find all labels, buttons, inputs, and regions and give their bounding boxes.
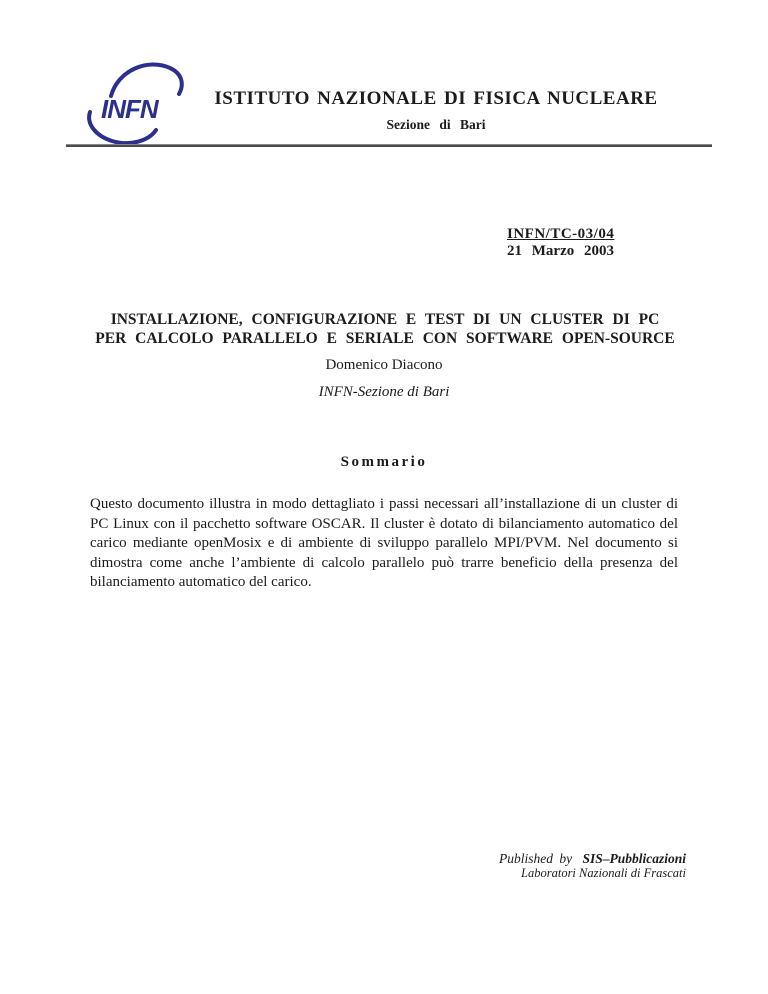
abstract-heading: Sommario [340, 454, 428, 470]
document-title-line1: INSTALLAZIONE, CONFIGURAZIONE E TEST DI UN CLUSTER DI PC [110, 311, 660, 328]
publisher-location: Laboratori Nazionali di Frascati [521, 866, 686, 880]
publisher-block [499, 851, 686, 880]
document-title [88, 310, 682, 348]
author-affiliation: INFN-Sezione di Bari [318, 384, 450, 400]
logo-text: INFN [101, 94, 158, 124]
published-by-label: Published by [498, 851, 573, 866]
report-code: INFN/TC-03/04 [507, 226, 615, 242]
publisher-line [499, 851, 686, 866]
author-name: Domenico Diacono [325, 357, 443, 373]
institute-name: ISTITUTO NAZIONALE DI FISICA NUCLEARE [214, 88, 658, 109]
document-title-line2: PER CALCOLO PARALLELO E SERIALE CON SOFTWARE OPEN-SOURCE [95, 330, 675, 347]
publisher-name: SIS–Pubblicazioni [582, 851, 686, 866]
report-date: 21 Marzo 2003 [507, 242, 614, 259]
report-id-block [507, 226, 614, 259]
masthead [160, 88, 712, 133]
abstract-text: Questo documento illustra in modo dettagliato i passi necessari all’installazione di un cluster di PC Linux con il pacchetto software OSCAR. Il cluster è dotato di bilanciamento automatico del carico mediante openMosix e di ambiente di sviluppo parallelo MPI/PVM. Nel documento si dimostra come anche l’ambiente di calcolo parallelo può trarre beneficio della presenza del bilanciamento automatico del carico. [90, 496, 678, 591]
section-name: Sezione di Bari [386, 117, 486, 132]
header-rule [66, 144, 712, 147]
